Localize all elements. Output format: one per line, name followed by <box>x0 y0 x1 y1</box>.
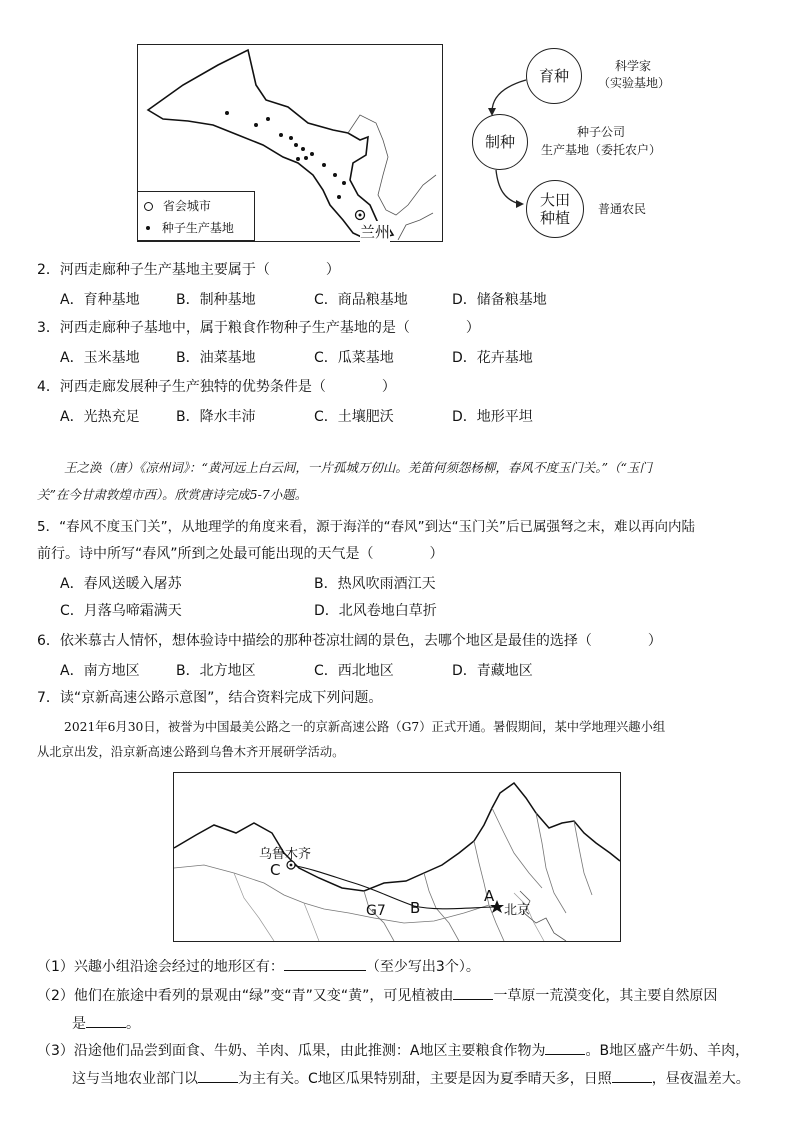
seed-base-legend-icon <box>146 226 150 230</box>
q3-option-c[interactable]: C．瓜菜基地 <box>314 350 394 366</box>
sub2-line1-suffix: 一草原一荒漠变化，其主要自然原因 <box>493 988 718 1004</box>
sub-question-2-line-1 <box>37 985 717 1005</box>
sub3-line1-prefix: （3）沿途他们品尝到面食、牛奶、羊肉、瓜果，由此推测：A地区主要粮食作物为 <box>37 1043 546 1059</box>
sub2-line1-prefix: （2）他们在旅途中看列的景观由“绿”变“青”又变“黄”，可见植被由 <box>37 988 454 1004</box>
capital-legend-icon <box>144 202 153 211</box>
q7-passage-line-1: 2021年6月30日，被誉为中国最美公路之一的京新高速公路（G7）正式开通。暑假期间，某中学地理兴趣小组 <box>64 720 666 734</box>
lanzhou-marker <box>356 211 365 220</box>
breeding-label: 育种 <box>538 67 569 85</box>
sub3-line1-mid: 。B地区盛产牛奶、羊肉， <box>585 1043 750 1059</box>
sub2-answer-blank-1[interactable] <box>453 985 493 1000</box>
sub3-answer-blank-2[interactable] <box>198 1068 238 1083</box>
beijing-label: 北京 <box>504 903 531 918</box>
legend-capital-label: 省会城市 <box>162 199 211 213</box>
sub3-line2-prefix: 这与当地农业部门以 <box>72 1071 198 1087</box>
seed-making-desc-1: 种子公司 <box>576 125 625 139</box>
field-planting-circle <box>526 180 584 238</box>
map1-legend <box>137 191 255 241</box>
sub1-suffix: （至少写出3个）。 <box>365 959 480 975</box>
q6-option-d[interactable]: D．青藏地区 <box>452 663 533 679</box>
q4-stem: 4．河西走廊发展种子生产独特的优势条件是（ ） <box>37 379 396 395</box>
breeding-desc-1: 科学家 <box>614 59 651 73</box>
point-b-label: B <box>410 899 421 917</box>
field-planting-desc: 普通农民 <box>598 202 647 216</box>
q2-option-d[interactable]: D．储备粮基地 <box>452 292 547 308</box>
q2-option-b[interactable]: B．制种基地 <box>176 292 256 308</box>
neighbor-border <box>348 115 436 215</box>
q3-stem: 3．河西走廊种子基地中，属于粮食作物种子生产基地的是（ ） <box>37 320 480 336</box>
point-c-label: C <box>270 861 281 879</box>
q3-option-d[interactable]: D．花卉基地 <box>452 350 533 366</box>
q6-option-b[interactable]: B．北方地区 <box>176 663 256 679</box>
q3-option-a[interactable]: A．玉米基地 <box>60 350 140 366</box>
q5-option-a[interactable]: A．春风送暖入屠苏 <box>60 576 182 592</box>
q5-line-1: 5．“春风不度玉门关”，从地理学的角度来看，源于海洋的“春风”到达“玉门关”后已属强弩之末，难以再向内陆 <box>37 519 696 535</box>
sub3-answer-blank-1[interactable] <box>545 1040 585 1055</box>
poem-passage-line-2: 关”在今甘肃敦煌市西）。欣赏唐诗完成5-7小题。 <box>37 487 308 502</box>
field-planting-label-1: 大田 <box>539 191 570 209</box>
q6-stem: 6．依米慕古人情怀，想体验诗中描绘的那种苍凉壮阔的景色，去哪个地区是最佳的选择（ ） <box>37 633 662 649</box>
q7-passage-line-2: 从北京出发，沿京新高速公路到乌鲁木齐开展研学活动。 <box>37 745 345 759</box>
q5-option-c[interactable]: C．月落乌啼霜满天 <box>60 603 182 619</box>
q5-option-b[interactable]: B．热风吹雨酒江天 <box>314 576 436 592</box>
breeding-desc-2: （实验基地） <box>598 76 671 90</box>
q2-option-a[interactable]: A．育种基地 <box>60 292 140 308</box>
seed-making-desc-2: 生产基地（委托农户） <box>540 143 661 157</box>
urumqi-label: 乌鲁木齐 <box>259 847 312 862</box>
breeding-desc <box>598 58 671 92</box>
q2-option-c[interactable]: C．商品粮基地 <box>314 292 408 308</box>
sub1-answer-blank[interactable] <box>284 956 366 971</box>
sub1-prefix: （1）兴趣小组沿途会经过的地形区有： <box>37 959 284 975</box>
sub2-answer-blank-2[interactable] <box>86 1013 126 1028</box>
sub-question-3-line-1 <box>37 1040 749 1060</box>
jingxin-highway-map <box>173 772 621 942</box>
poem-passage-line-1: 王之涣（唐）《凉州词》：“黄河远上白云间，一片孤城万仞山。羌笛何须怨杨柳，春风不度玉门关。”（“玉门 <box>64 460 652 475</box>
gansu-map <box>137 44 443 242</box>
q6-option-a[interactable]: A．南方地区 <box>60 663 140 679</box>
q3-option-b[interactable]: B．油菜基地 <box>176 350 256 366</box>
point-a-label: A <box>484 887 495 905</box>
sub3-line2-mid2: ，昼夜温差大。 <box>651 1071 750 1087</box>
q6-option-c[interactable]: C．西北地区 <box>314 663 394 679</box>
china-north-map <box>174 773 620 941</box>
q4-option-d[interactable]: D．地形平坦 <box>452 409 533 425</box>
urumqi-marker <box>287 861 295 869</box>
q4-option-c[interactable]: C．土壤肥沃 <box>314 409 394 425</box>
national-border <box>174 783 620 891</box>
q4-option-b[interactable]: B．降水丰沛 <box>176 409 256 425</box>
seed-making-label: 制种 <box>484 133 515 151</box>
g7-label: G7 <box>366 903 386 919</box>
breeding-circle <box>526 48 582 104</box>
q2-stem: 2．河西走廊种子生产基地主要属于（ ） <box>37 262 340 278</box>
q7-stem: 7．读“京新高速公路示意图”，结合资料完成下列问题。 <box>37 690 383 706</box>
q5-option-d[interactable]: D．北风卷地白草折 <box>314 603 437 619</box>
sub2-line2-prefix: 是 <box>72 1016 86 1032</box>
q4-option-a[interactable]: A．光热充足 <box>60 409 140 425</box>
seed-making-desc <box>538 123 664 159</box>
sub-question-1 <box>37 956 480 976</box>
legend-seed-base-label: 种子生产基地 <box>161 221 234 235</box>
sub-question-2-line-2 <box>72 1013 140 1033</box>
field-planting-label-2: 种植 <box>539 209 570 227</box>
seed-base-dots <box>225 111 346 199</box>
sub-question-3-line-2 <box>72 1068 750 1088</box>
lanzhou-label: 兰州 <box>360 223 391 241</box>
sub3-answer-blank-3[interactable] <box>612 1068 652 1083</box>
q5-line-2: 前行。诗中所写“春风”所到之处最可能出现的天气是（ ） <box>37 546 444 562</box>
sub2-line2-suffix: 。 <box>126 1016 140 1032</box>
g7-route <box>291 865 494 909</box>
seed-making-circle <box>472 114 528 170</box>
sub3-line2-mid: 为主有关。C地区瓜果特别甜，主要是因为夏季晴天多，日照 <box>238 1071 612 1087</box>
